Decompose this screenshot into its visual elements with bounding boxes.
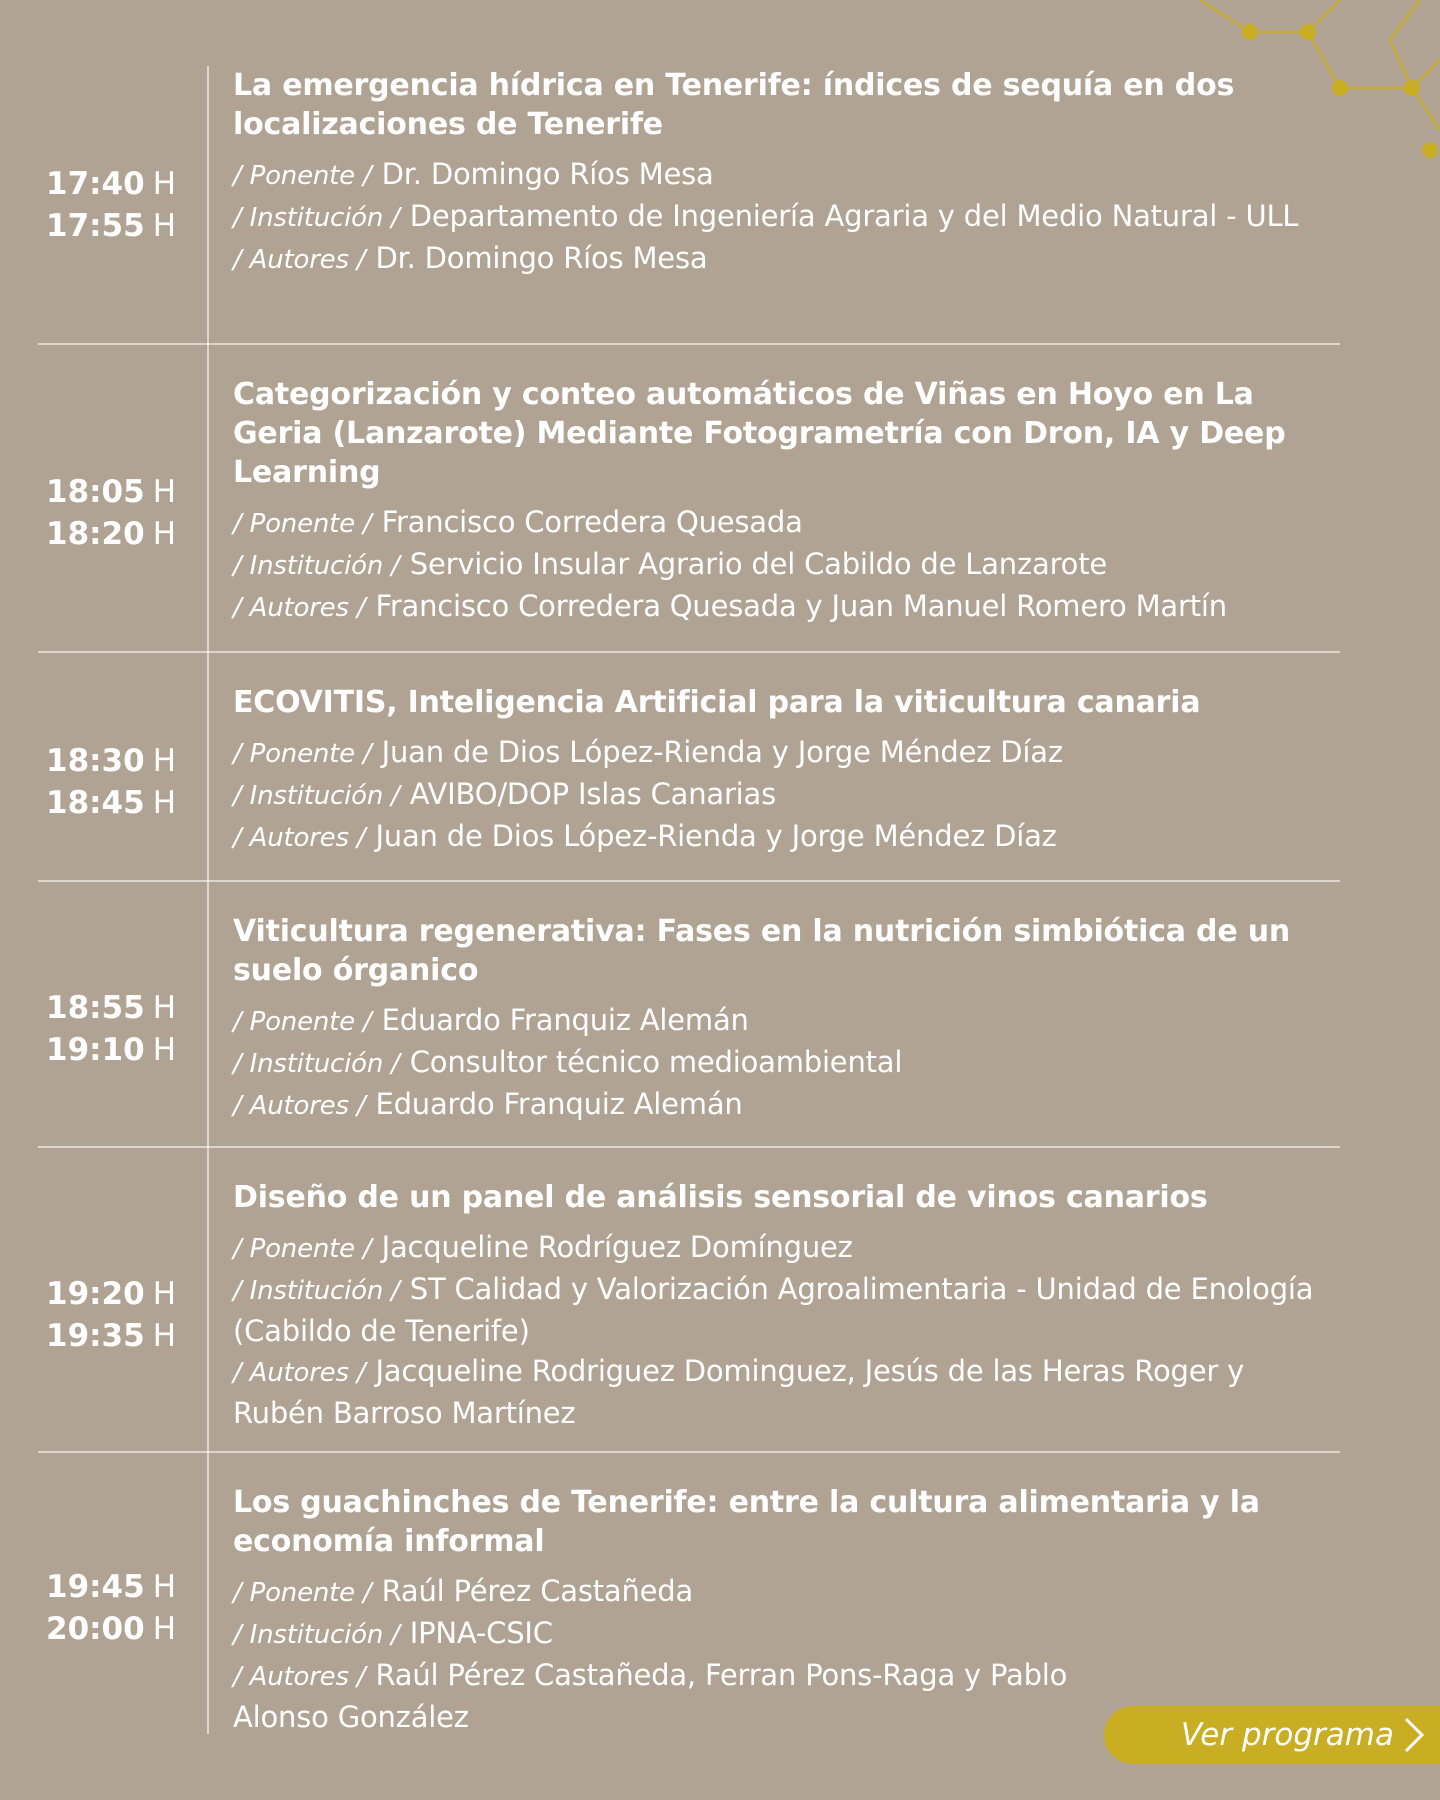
- hour-suffix: H: [152, 1275, 176, 1312]
- talk-title: La emergencia hídrica en Tenerife: índices de sequía en dos localizaciones de Tenerife: [233, 68, 1235, 142]
- session-details: [180, 1178, 1340, 1451]
- hour-suffix: H: [152, 784, 176, 821]
- autores-value: Juan de Dios López-Rienda y Jorge Méndez Díaz: [375, 819, 1057, 853]
- ponente-value: Eduardo Franquiz Alemán: [381, 1003, 749, 1037]
- start-time: 18:30: [46, 742, 145, 779]
- autores-line: [233, 1084, 1340, 1126]
- hour-suffix: H: [152, 207, 176, 244]
- end-time: 20:00: [46, 1611, 145, 1647]
- session-time: [38, 1178, 180, 1451]
- autores-line: [233, 238, 1340, 280]
- institucion-value: AVIBO/DOP Islas Canarias: [409, 777, 777, 811]
- ponente-label: / Ponente /: [233, 1007, 372, 1037]
- session-item: [38, 1148, 1340, 1453]
- institucion-label: / Institución /: [233, 1276, 400, 1306]
- autores-value: Francisco Corredera Quesada y Juan Manuel Romero Martín: [375, 589, 1227, 623]
- autores-value: Jacqueline Rodriguez Dominguez, Jesús de las Heras Roger y Rubén Barroso Martínez: [233, 1354, 1245, 1430]
- hour-suffix: H: [152, 742, 176, 779]
- hour-suffix: H: [152, 990, 176, 1026]
- ponente-label: / Ponente /: [233, 1578, 372, 1608]
- autores-line: [233, 1351, 1340, 1433]
- ponente-line: [233, 732, 1340, 774]
- talk-title: Viticultura regenerativa: Fases en la nutrición simbiótica de un suelo órganico: [233, 914, 1291, 988]
- ponente-value: Dr. Domingo Ríos Mesa: [381, 157, 714, 191]
- institucion-value: Consultor técnico medioambiental: [409, 1045, 903, 1079]
- talk-title: Diseño de un panel de análisis sensorial de vinos canarios: [233, 1180, 1208, 1215]
- ponente-line: [233, 1571, 1340, 1613]
- ponente-label: / Ponente /: [233, 509, 372, 539]
- hour-suffix: H: [152, 1317, 176, 1354]
- institucion-line: [233, 774, 1340, 816]
- institucion-line: [233, 196, 1340, 238]
- autores-label: / Autores /: [233, 1091, 366, 1121]
- autores-label: / Autores /: [233, 1358, 366, 1388]
- institucion-label: / Institución /: [233, 1049, 400, 1079]
- ver-programa-label: Ver programa: [1180, 1717, 1394, 1753]
- session-time: [38, 66, 180, 343]
- ver-programa-button[interactable]: [1104, 1706, 1440, 1764]
- institucion-label: / Institución /: [233, 551, 400, 581]
- session-details: [180, 375, 1340, 651]
- session-time: [38, 912, 180, 1146]
- autores-value: Eduardo Franquiz Alemán: [375, 1087, 743, 1121]
- session-details: [180, 912, 1340, 1146]
- hour-suffix: H: [152, 516, 176, 552]
- autores-line: [233, 816, 1340, 858]
- autores-label: / Autores /: [233, 823, 366, 853]
- ponente-value: Francisco Corredera Quesada: [381, 505, 803, 539]
- institucion-line: [233, 1269, 1340, 1351]
- session-time: [38, 1483, 180, 1733]
- end-time: 18:20: [46, 516, 145, 552]
- autores-line: [233, 1655, 1133, 1737]
- hour-suffix: H: [152, 1032, 176, 1068]
- autores-line: [233, 586, 1340, 628]
- autores-label: / Autores /: [233, 245, 366, 275]
- end-time: 19:35: [46, 1317, 145, 1354]
- session-time: [38, 375, 180, 651]
- ponente-label: / Ponente /: [233, 1234, 372, 1264]
- chevron-right-icon: [1400, 1715, 1428, 1755]
- session-item: [38, 345, 1340, 653]
- talk-title: ECOVITIS, Inteligencia Artificial para la viticultura canaria: [233, 685, 1201, 720]
- session-item: [38, 66, 1340, 345]
- session-item: [38, 1453, 1340, 1733]
- institucion-value: ST Calidad y Valorización Agroalimentaria - Unidad de Enología (Cabildo de Tenerife): [233, 1272, 1314, 1348]
- institucion-line: [233, 544, 1340, 586]
- session-item: [38, 882, 1340, 1148]
- ponente-label: / Ponente /: [233, 739, 372, 769]
- ponente-value: Juan de Dios López-Rienda y Jorge Méndez Díaz: [381, 735, 1063, 769]
- start-time: 17:40: [46, 165, 145, 202]
- institucion-value: Departamento de Ingeniería Agraria y del Medio Natural - ULL: [409, 199, 1299, 233]
- ponente-line: [233, 154, 1340, 196]
- hour-suffix: H: [152, 474, 176, 510]
- institucion-line: [233, 1613, 1340, 1655]
- ponente-line: [233, 1000, 1340, 1042]
- ponente-label: / Ponente /: [233, 161, 372, 191]
- institucion-value: Servicio Insular Agrario del Cabildo de Lanzarote: [409, 547, 1108, 581]
- schedule-list: [38, 66, 1340, 1733]
- session-details: [180, 1483, 1340, 1733]
- hour-suffix: H: [152, 1569, 176, 1605]
- institucion-label: / Institución /: [233, 781, 400, 811]
- start-time: 18:55: [46, 990, 145, 1026]
- talk-title: Categorización y conteo automáticos de Viñas en Hoyo en La Geria (Lanzarote) Mediante Fotogrametría con Dron, IA y Deep Learning: [233, 377, 1286, 490]
- session-item: [38, 653, 1340, 882]
- ponente-value: Raúl Pérez Castañeda: [381, 1574, 694, 1608]
- autores-label: / Autores /: [233, 593, 366, 623]
- session-time: [38, 683, 180, 880]
- hour-suffix: H: [152, 1611, 176, 1647]
- institucion-value: IPNA-CSIC: [409, 1616, 553, 1650]
- ponente-line: [233, 502, 1340, 544]
- autores-label: / Autores /: [233, 1662, 366, 1692]
- ponente-line: [233, 1227, 1340, 1269]
- autores-value: Raúl Pérez Castañeda, Ferran Pons-Raga y Pablo Alonso González: [233, 1658, 1068, 1734]
- end-time: 19:10: [46, 1032, 145, 1068]
- hour-suffix: H: [152, 165, 176, 202]
- autores-value: Dr. Domingo Ríos Mesa: [375, 241, 708, 275]
- talk-title: Los guachinches de Tenerife: entre la cultura alimentaria y la economía informal: [233, 1485, 1260, 1559]
- institucion-label: / Institución /: [233, 1620, 400, 1650]
- end-time: 17:55: [46, 207, 145, 244]
- start-time: 18:05: [46, 474, 145, 510]
- institucion-line: [233, 1042, 1340, 1084]
- session-details: [180, 683, 1340, 880]
- institucion-label: / Institución /: [233, 203, 400, 233]
- start-time: 19:45: [46, 1569, 145, 1605]
- ponente-value: Jacqueline Rodríguez Domínguez: [381, 1230, 853, 1264]
- start-time: 19:20: [46, 1275, 145, 1312]
- session-details: [180, 66, 1340, 343]
- end-time: 18:45: [46, 784, 145, 821]
